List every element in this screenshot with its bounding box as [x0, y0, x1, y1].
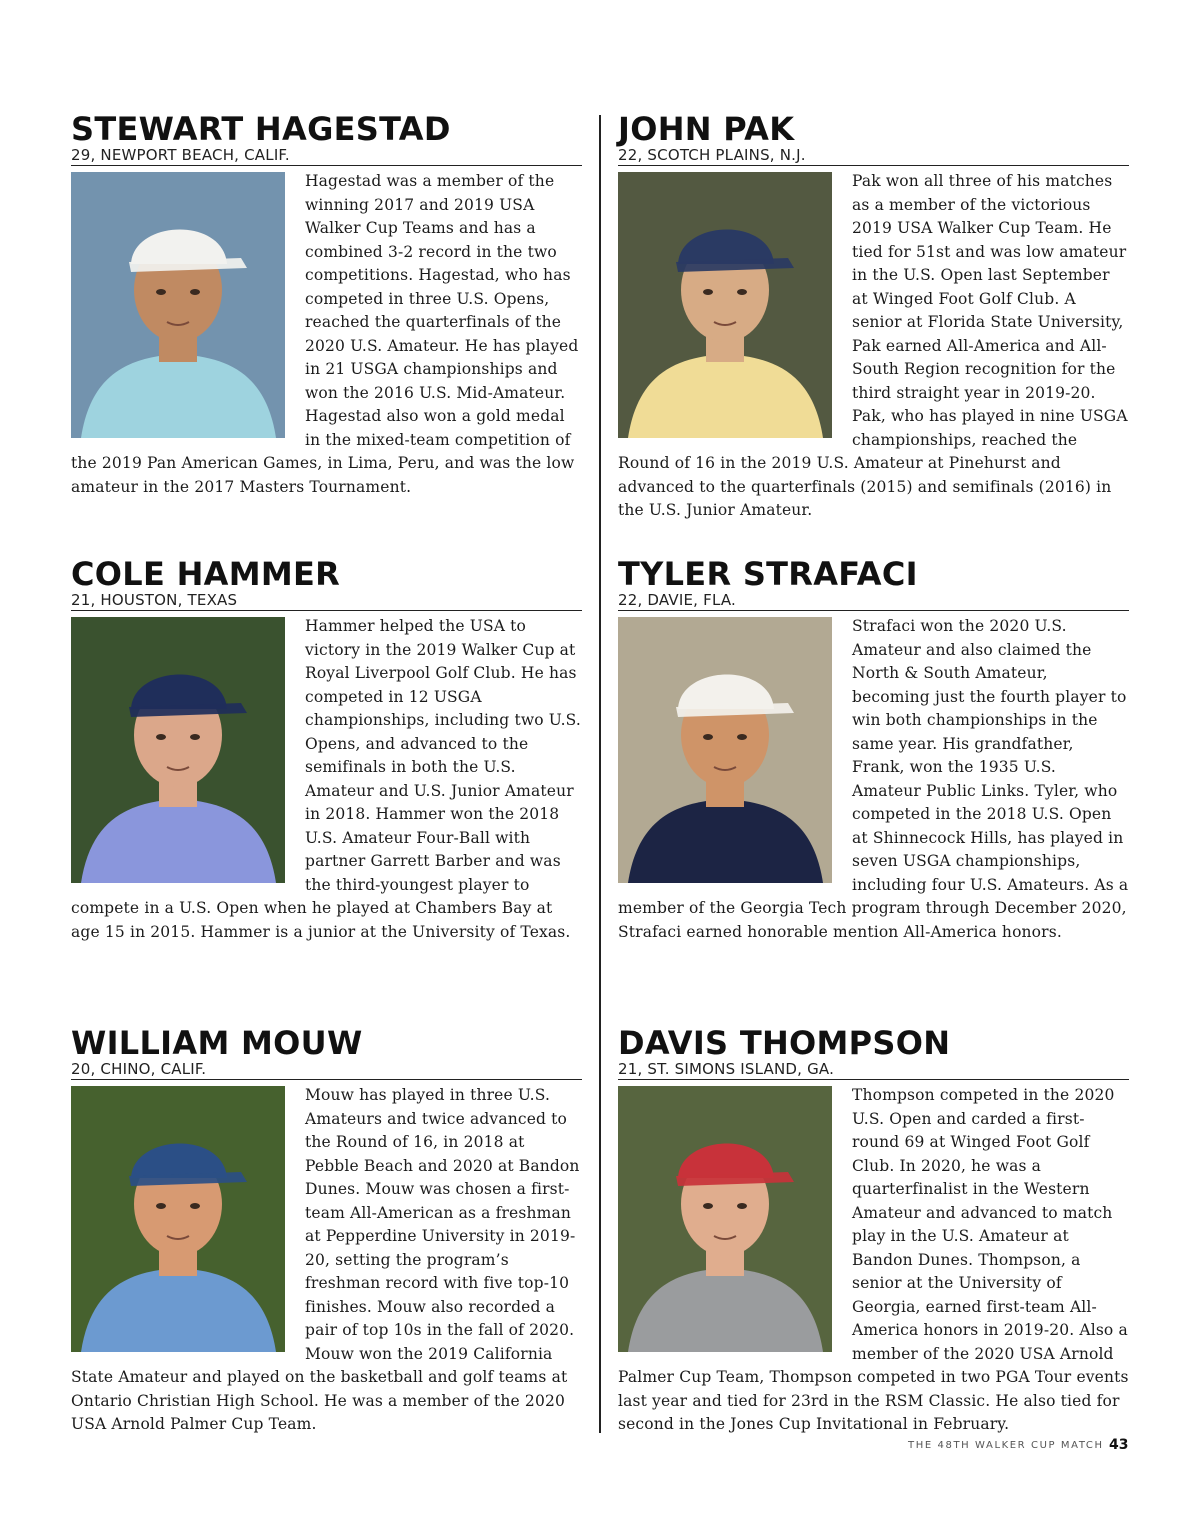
- column-divider: [599, 115, 601, 1433]
- player-profile-mouw: [71, 1026, 582, 1437]
- player-age-hometown: 20, CHINO, CALIF.: [71, 1061, 582, 1080]
- player-name: JOHN PAK: [618, 110, 795, 148]
- magazine-footer: THE 48TH WALKER CUP MATCH: [908, 1440, 1104, 1451]
- player-profile-strafaci: [618, 557, 1129, 944]
- player-bio: Strafaci won the 2020 U.S. Amateur and also claimed the North & South Amateur, becoming just the fourth player to win both championships in the same year. His grandfather, Frank, won the 1935 U.S. Amateur Public Links. Tyler, who competed in the 2018 U.S. Open at Shinnecock Hills, has played in seven USGA championships, including four U.S. Amateurs. As a member of the Georgia Tech program through December 2020, Strafaci earned honorable mention All-America honors.: [618, 617, 1129, 941]
- player-name: DAVIS THOMPSON: [618, 1024, 951, 1062]
- player-profile-hammer: [71, 557, 582, 944]
- player-name: STEWART HAGESTAD: [71, 110, 451, 148]
- player-age-hometown: 22, SCOTCH PLAINS, N.J.: [618, 147, 1129, 166]
- player-age-hometown: 21, HOUSTON, TEXAS: [71, 592, 582, 611]
- player-age-hometown: 29, NEWPORT BEACH, CALIF.: [71, 147, 582, 166]
- player-photo: [618, 1086, 832, 1352]
- player-photo: [71, 172, 285, 438]
- player-photo: [71, 617, 285, 883]
- player-profile-thompson: [618, 1026, 1129, 1437]
- player-profile-pak: [618, 112, 1129, 523]
- player-name: COLE HAMMER: [71, 555, 341, 593]
- player-bio: Hagestad was a member of the winning 2017 and 2019 USA Walker Cup Teams and has a combined 3-2 record in the two competitions. Hagestad, who has competed in three U.S. Opens, reached the quarterfinals of the 2020 U.S. Amateur. He has played in 21 USGA championships and won the 2016 U.S. Mid-Amateur. Hagestad also won a gold medal in the mixed-team competition of the 2019 Pan American Games, in Lima, Peru, and was the low amateur in the 2017 Masters Tournament.: [71, 172, 579, 496]
- player-photo: [618, 617, 832, 883]
- player-age-hometown: 21, ST. SIMONS ISLAND, GA.: [618, 1061, 1129, 1080]
- player-bio: Thompson competed in the 2020 U.S. Open and carded a first-round 69 at Winged Foot Golf Club. In 2020, he was a quarterfinalist in the Western Amateur and advanced to match play in the U.S. Amateur at Bandon Dunes. Thompson, a senior at the University of Georgia, earned first-team All-America honors in 2019-20. Also a member of the 2020 USA Arnold Palmer Cup Team, Thompson competed in two PGA Tour events last year and tied for 23rd in the RSM Classic. He also tied for second in the Jones Cup Invitational in February.: [618, 1086, 1129, 1433]
- player-age-hometown: 22, DAVIE, FLA.: [618, 592, 1129, 611]
- player-photo: [71, 1086, 285, 1352]
- page-number: 43: [1109, 1437, 1129, 1453]
- player-bio: Pak won all three of his matches as a member of the victorious 2019 USA Walker Cup Team. He tied for 51st and was low amateur in the U.S. Open last September at Winged Foot Golf Club. A senior at Florida State University, Pak earned All-America and All-South Region recognition for the third straight year in 2019-20. Pak, who has played in nine USGA championships, reached the Round of 16 in the 2019 U.S. Amateur at Pinehurst and advanced to the quarterfinals (2015) and semifinals (2016) in the U.S. Junior Amateur.: [618, 172, 1128, 519]
- player-bio: Mouw has played in three U.S. Amateurs and twice advanced to the Round of 16, in 2018 at Pebble Beach and 2020 at Bandon Dunes. Mouw was chosen a first-team All-American as a freshman at Pepperdine University in 2019-20, setting the program’s freshman record with five top-10 finishes. Mouw also recorded a pair of top 10s in the fall of 2020. Mouw won the 2019 California State Amateur and played on the basketball and golf teams at Ontario Christian High School. He was a member of the 2020 USA Arnold Palmer Cup Team.: [71, 1086, 580, 1433]
- player-profile-hagestad: [71, 112, 582, 499]
- player-bio: Hammer helped the USA to victory in the 2019 Walker Cup at Royal Liverpool Golf Club. He has competed in 12 USGA championships, including two U.S. Opens, and advanced to the semifinals in both the U.S. Amateur and U.S. Junior Amateur in 2018. Hammer won the 2018 U.S. Amateur Four-Ball with partner Garrett Barber and was the third-youngest player to compete in a U.S. Open when he played at Chambers Bay at age 15 in 2015. Hammer is a junior at the University of Texas.: [71, 617, 581, 941]
- player-name: TYLER STRAFACI: [618, 555, 918, 593]
- player-photo: [618, 172, 832, 438]
- player-name: WILLIAM MOUW: [71, 1024, 363, 1062]
